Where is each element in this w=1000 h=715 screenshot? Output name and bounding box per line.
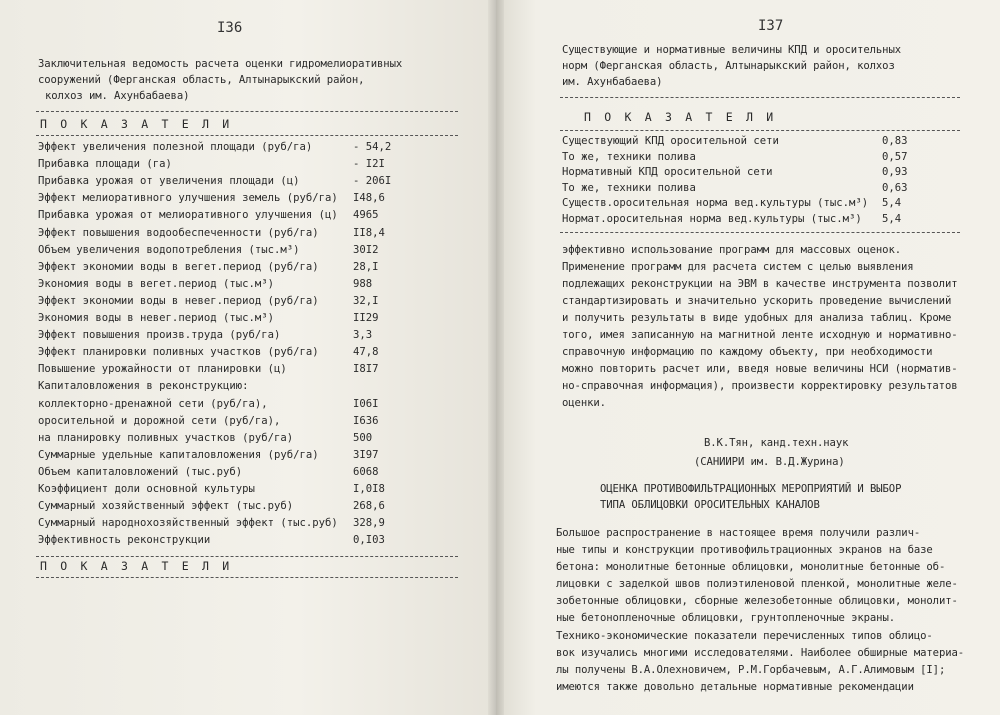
table-row (38, 465, 423, 480)
table-row (38, 414, 423, 429)
row-label: оросительной и дорожной сети (руб/га), (38, 414, 281, 427)
row-label: Капиталовложения в реконструкцию: (38, 380, 249, 393)
paragraph-line: эффективно использование программ для массовых оценок. (562, 244, 902, 256)
paragraph-line: можно повторить расчет или, введя новые величины НСИ (норматив- (562, 363, 958, 375)
table-row (562, 134, 952, 149)
row-value: I,0I8 (353, 483, 385, 495)
left-table-footer-header: П О К А З А Т Е Л И (40, 559, 233, 573)
table-row (38, 431, 423, 446)
table-row (38, 226, 423, 241)
table-row (38, 499, 423, 514)
table-divider-header (560, 130, 960, 131)
table-divider-bottom (560, 232, 960, 233)
right-title-line: им. Ахунбабаева) (562, 76, 663, 88)
row-label: Нормативный КПД оросительной сети (562, 166, 773, 178)
table-row (38, 174, 423, 189)
row-label: Прибавка площади (га) (38, 158, 172, 171)
row-label: Объем увеличения водопотребления (тыс.м³) (38, 243, 300, 256)
table-row (38, 208, 423, 223)
table-row (38, 516, 423, 531)
table-divider-bottom (36, 577, 458, 578)
body-line: бетона: монолитные бетонные облицовки, монолитные бетонные об- (556, 561, 946, 573)
paragraph-line: и получить результаты в виде удобных для анализа таблиц. Кроме (562, 312, 952, 324)
article-title-line: ОЦЕНКА ПРОТИВОФИЛЬТРАЦИОННЫХ МЕРОПРИЯТИЙ И ВЫБОР (600, 483, 902, 495)
table-row (562, 165, 952, 180)
left-page (0, 0, 496, 715)
row-label: Экономия воды в невег.период (тыс.м³) (38, 312, 274, 324)
table-row (38, 311, 423, 326)
row-label: То же, техники полива (562, 150, 696, 163)
right-page (496, 0, 1000, 715)
row-value: 0,83 (882, 135, 908, 147)
row-value: 0,57 (882, 150, 908, 163)
right-title-line: Существующие и нормативные величины КПД и оросительных (562, 44, 902, 56)
row-label: Эффект увеличения полезной площади (руб/га) (38, 141, 313, 153)
row-value: I06I (353, 397, 379, 410)
row-label: Эффект мелиоративного улучшения земель (руб/га) (38, 192, 338, 205)
table-row (38, 328, 423, 343)
table-row (562, 150, 952, 165)
body-line: Большое распространение в настоящее время получили различ- (556, 527, 921, 539)
table-row (38, 260, 423, 275)
row-label: Коэффициент доли основной культуры (38, 483, 255, 495)
paragraph-line: Применение программ для расчета систем с целью выявления (562, 261, 914, 273)
row-value: 47,8 (353, 346, 379, 359)
row-value: 3,3 (353, 329, 373, 342)
row-value: 328,9 (353, 517, 385, 530)
row-label: Эффект повышения водообеспеченности (руб/га) (38, 226, 319, 239)
table-row (38, 448, 423, 463)
table-divider-header (36, 135, 458, 136)
row-label: Эффективность реконструкции (38, 534, 211, 547)
table-row (38, 379, 423, 394)
row-label: Суммарные удельные капиталовложения (руб/га) (38, 448, 319, 461)
row-value: 0,63 (882, 181, 908, 194)
author-name: В.К.Тян, канд.техн.наук (704, 437, 849, 449)
right-title-line: норм (Ферганская область, Алтынарыкский район, колхоз (562, 60, 895, 72)
paragraph-line: того, имея записанную на магнитной ленте исходную и нормативно- (562, 329, 958, 341)
table-row (562, 196, 952, 211)
row-value: 0,93 (882, 166, 908, 178)
row-value: 988 (353, 277, 373, 290)
table-row (38, 243, 423, 258)
row-label: Суммарный хозяйственный эффект (тыс.руб) (38, 500, 294, 513)
row-label: Существ.оросительная норма вед.культуры (тыс.м³) (562, 197, 869, 209)
table-divider-top (560, 97, 960, 98)
paragraph-line: но-справочная информация), произвести корректировку результатов (562, 380, 958, 392)
book-gutter (488, 0, 504, 715)
table-row (562, 181, 952, 196)
table-row (38, 140, 423, 155)
row-value: 5,4 (882, 197, 902, 209)
table-row (38, 362, 423, 377)
table-divider-top (36, 111, 458, 112)
row-value: 500 (353, 431, 373, 444)
row-label: Нормат.оросительная норма вед.культуры (тыс.м³) (562, 212, 862, 225)
table-row (38, 345, 423, 360)
row-value: 0,I03 (353, 534, 385, 547)
row-value: 28,I (353, 260, 379, 273)
paragraph-line: стандартизировать и значительно ускорить проведение вычислений (562, 295, 952, 307)
row-label: Прибавка урожая от мелиоративного улучшения (ц) (38, 209, 338, 222)
table-row (38, 277, 423, 292)
left-title-line: колхоз им. Ахунбабаева) (45, 90, 190, 102)
body-line: зобетонные облицовки, сборные железобетонные облицовки, монолит- (556, 595, 958, 607)
row-value: I48,6 (353, 192, 385, 205)
body-line: лы получены В.А.Олехновичем, Р.М.Горбачевым, А.Г.Алимовым [I]; (556, 664, 946, 676)
table-row (38, 191, 423, 206)
row-label: Экономия воды в вегет.период (тыс.м³) (38, 277, 274, 290)
right-table-header: П О К А З А Т Е Л И (584, 110, 777, 124)
body-line: ные бетонопленочные облицовки, грунтопленочные экраны. (556, 612, 896, 624)
row-value: 30I2 (353, 243, 379, 256)
row-label: То же, техники полива (562, 181, 696, 194)
row-value: 3I97 (353, 448, 379, 461)
table-row (38, 482, 423, 497)
left-table-header: П О К А З А Т Е Л И (40, 117, 233, 131)
left-title-line: Заключительная ведомость расчета оценки гидромелиоративных (38, 58, 403, 70)
row-label: коллекторно-дренажной сети (руб/га), (38, 397, 268, 410)
row-label: Существующий КПД оросительной сети (562, 135, 779, 147)
row-value: II29 (353, 312, 379, 324)
table-row (562, 212, 952, 227)
row-value: 32,I (353, 294, 379, 307)
table-row (38, 157, 423, 172)
row-label: Эффект планировки поливных участков (руб/га) (38, 346, 319, 359)
row-label: Объем капиталовложений (тыс.руб) (38, 465, 243, 478)
row-value: II8,4 (353, 226, 385, 239)
row-value: 5,4 (882, 212, 902, 225)
left-title-line: сооружений (Ферганская область, Алтынарыкский район, (38, 74, 365, 86)
body-line: лицовки с заделкой швов полиэтиленовой пленкой, монолитные желе- (556, 578, 958, 590)
row-value: - I2I (353, 158, 385, 171)
body-line: имеются также довольно детальные нормативные рекомендации (556, 681, 914, 693)
author-affiliation: (САНИИРИ им. В.Д.Журина) (694, 456, 845, 468)
table-row (38, 294, 423, 309)
row-value: I8I7 (353, 363, 379, 376)
body-line: Технико-экономические показатели перечисленных типов облицо- (556, 630, 933, 642)
body-line: вок изучались многими исследователями. Наиболее обширные материа- (556, 647, 965, 659)
paragraph-line: подлежащих реконструкции на ЭВМ в качестве инструмента позволит (562, 278, 958, 290)
row-label: Эффект экономии воды в вегет.период (руб/га) (38, 260, 319, 273)
row-label: Суммарный народнохозяйственный эффект (тыс.руб) (38, 517, 338, 530)
table-row (38, 533, 423, 548)
row-label: Повышение урожайности от планировки (ц) (38, 363, 287, 376)
row-value: - 206I (353, 175, 392, 188)
row-value: - 54,2 (353, 141, 392, 153)
row-value: 6068 (353, 465, 379, 478)
row-label: Эффект повышения произв.труда (руб/га) (38, 329, 281, 342)
row-value: I636 (353, 414, 379, 427)
row-value: 4965 (353, 209, 379, 222)
paragraph-line: справочную информацию по каждому объекту, при необходимости (562, 346, 933, 358)
table-divider-mid (36, 556, 458, 557)
row-label: на планировку поливных участков (руб/га) (38, 431, 294, 444)
row-value: 268,6 (353, 500, 385, 513)
table-row (38, 397, 423, 412)
row-label: Прибавка урожая от увеличения площади (ц) (38, 175, 300, 188)
body-line: ные типы и конструкции противофильтрационных экранов на базе (556, 544, 933, 556)
row-label: Эффект экономии воды в невег.период (руб/га) (38, 294, 319, 307)
article-title-line: ТИПА ОБЛИЦОВКИ ОРОСИТЕЛЬНЫХ КАНАЛОВ (600, 499, 820, 511)
page-number-left: I36 (217, 20, 243, 36)
paragraph-line: оценки. (562, 397, 606, 409)
page-number-right: I37 (758, 18, 784, 34)
